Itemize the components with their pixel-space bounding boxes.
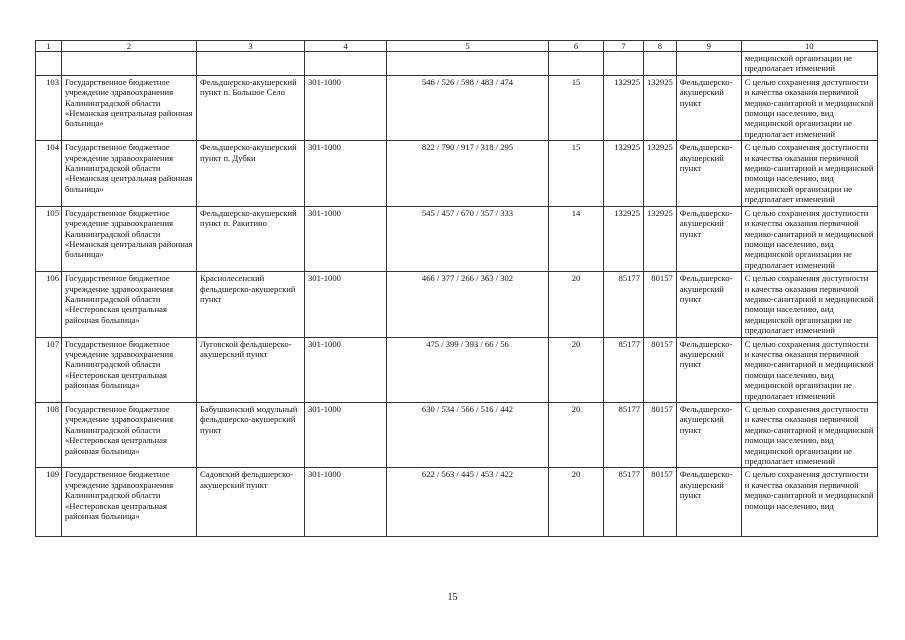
table-cell — [604, 52, 644, 76]
column-8-value: 132925 — [644, 206, 677, 271]
column-7-value: 132925 — [604, 75, 644, 140]
column-6-value: 20 — [549, 272, 604, 337]
facility-type: Фельдшерско-акушерский пункт — [676, 75, 741, 140]
table-cell — [387, 52, 549, 76]
column-6-value: 14 — [549, 206, 604, 271]
header-cell: 2 — [62, 41, 197, 52]
column-6-value: 15 — [549, 75, 604, 140]
unit-name: Бабушкинский модульный фельдшерско-акушерский пункт — [197, 403, 305, 468]
header-cell: 3 — [197, 41, 305, 52]
facility-type: Фельдшерско-акушерский пункт — [676, 403, 741, 468]
header-cell: 9 — [676, 41, 741, 52]
population-values: 630 / 534 / 566 / 516 / 442 — [387, 403, 549, 468]
table-cell — [644, 52, 677, 76]
facility-type: Фельдшерско-акушерский пункт — [676, 468, 741, 537]
population-range: 301-1000 — [305, 206, 387, 271]
column-6-value: 20 — [549, 403, 604, 468]
data-table — [35, 40, 878, 537]
column-8-value: 80157 — [644, 272, 677, 337]
unit-name: Фельдшерско-акушерский пункт п. Ракитино — [197, 206, 305, 271]
unit-name: Садовский фельдшерско-акушерский пункт — [197, 468, 305, 537]
organization-name: Государственное бюджетное учреждение здравоохранения Калининградской области «Нестеровская центральная районная больница» — [62, 337, 197, 402]
column-8-value: 80157 — [644, 403, 677, 468]
population-values: 466 / 377 / 266 / 363 / 302 — [387, 272, 549, 337]
column-7-value: 85177 — [604, 272, 644, 337]
note-text: С целью сохранения доступности и качества оказания первичной медико-санитарной и медицинской помощи населению, вид медицинской организации не предполагает изменений — [741, 272, 877, 337]
row-number: 107 — [36, 337, 62, 402]
unit-name: Краснолесенский фельдшерско-акушерский пункт — [197, 272, 305, 337]
unit-name: Фельдшерско-акушерский пункт п. Дубки — [197, 141, 305, 206]
organization-name: Государственное бюджетное учреждение здравоохранения Калининградской области «Нестеровская центральная районная больница» — [62, 403, 197, 468]
page-number: 15 — [447, 592, 458, 603]
table-row — [36, 468, 878, 537]
row-number: 104 — [36, 141, 62, 206]
facility-type: Фельдшерско-акушерский пункт — [676, 141, 741, 206]
header-cell: 6 — [549, 41, 604, 52]
table-row — [36, 403, 878, 468]
organization-name: Государственное бюджетное учреждение здравоохранения Калининградской области «Нестеровская центральная районная больница» — [62, 272, 197, 337]
row-number: 109 — [36, 468, 62, 537]
table-row — [36, 75, 878, 140]
facility-type: Фельдшерско-акушерский пункт — [676, 206, 741, 271]
population-values: 546 / 526 / 598 / 483 / 474 — [387, 75, 549, 140]
column-8-value: 80157 — [644, 337, 677, 402]
note-text: С целью сохранения доступности и качества оказания первичной медико-санитарной и медицинской помощи населению, вид медицинской организации не предполагает изменений — [741, 75, 877, 140]
table-row — [36, 337, 878, 402]
column-6-value: 20 — [549, 337, 604, 402]
population-values: 545 / 457 / 670 / 357 / 333 — [387, 206, 549, 271]
facility-type: Фельдшерско-акушерский пункт — [676, 337, 741, 402]
table-row — [36, 206, 878, 271]
column-6-value: 15 — [549, 141, 604, 206]
header-cell: 10 — [741, 41, 877, 52]
continuation-row — [36, 52, 878, 76]
note-text: С целью сохранения доступности и качества оказания первичной медико-санитарной и медицинской помощи населению, вид медицинской организации не предполагает изменений — [741, 403, 877, 468]
column-8-value: 80157 — [644, 468, 677, 537]
organization-name: Государственное бюджетное учреждение здравоохранения Калининградской области «Неманская центральная районная больница» — [62, 75, 197, 140]
column-7-value: 85177 — [604, 337, 644, 402]
column-8-value: 132925 — [644, 141, 677, 206]
table-cell — [549, 52, 604, 76]
table-cell — [676, 52, 741, 76]
population-values: 822 / 790 / 917 / 318 / 295 — [387, 141, 549, 206]
note-text: С целью сохранения доступности и качества оказания первичной медико-санитарной и медицинской помощи населению, вид медицинской организации не предполагает изменений — [741, 337, 877, 402]
population-values: 475 / 399 / 393 / 66 / 56 — [387, 337, 549, 402]
table-body — [36, 41, 878, 537]
note-text: С целью сохранения доступности и качества оказания первичной медико-санитарной и медицинской помощи населению, вид медицинской организации не предполагает изменений — [741, 141, 877, 206]
population-range: 301-1000 — [305, 272, 387, 337]
table-row — [36, 141, 878, 206]
row-number: 106 — [36, 272, 62, 337]
population-range: 301-1000 — [305, 75, 387, 140]
unit-name: Луговской фельдшерско-акушерский пункт — [197, 337, 305, 402]
row-number: 108 — [36, 403, 62, 468]
column-8-value: 132925 — [644, 75, 677, 140]
population-values: 622 / 563 / 445 / 453 / 422 — [387, 468, 549, 537]
unit-name: Фельдшерско-акушерский пункт п. Большое Село — [197, 75, 305, 140]
population-range: 301-1000 — [305, 468, 387, 537]
population-range: 301-1000 — [305, 141, 387, 206]
note-text: С целью сохранения доступности и качества оказания первичной медико-санитарной и медицинской помощи населению, вид медицинской организации не предполагает изменений — [741, 206, 877, 271]
column-7-value: 85177 — [604, 403, 644, 468]
column-6-value: 20 — [549, 468, 604, 537]
organization-name: Государственное бюджетное учреждение здравоохранения Калининградской области «Нестеровская центральная районная больница» — [62, 468, 197, 537]
header-cell: 8 — [644, 41, 677, 52]
header-cell: 4 — [305, 41, 387, 52]
row-number: 105 — [36, 206, 62, 271]
population-range: 301-1000 — [305, 403, 387, 468]
organization-name: Государственное бюджетное учреждение здравоохранения Калининградской области «Неманская центральная районная больница» — [62, 141, 197, 206]
population-range: 301-1000 — [305, 337, 387, 402]
header-cell: 1 — [36, 41, 62, 52]
table-row — [36, 272, 878, 337]
organization-name: Государственное бюджетное учреждение здравоохранения Калининградской области «Неманская центральная районная больница» — [62, 206, 197, 271]
column-7-value: 132925 — [604, 206, 644, 271]
column-7-value: 85177 — [604, 468, 644, 537]
table-cell — [36, 52, 62, 76]
column-7-value: 132925 — [604, 141, 644, 206]
header-cell: 5 — [387, 41, 549, 52]
header-row — [36, 41, 878, 52]
note-text: С целью сохранения доступности и качества оказания первичной медико-санитарной и медицинской помощи населению, вид — [741, 468, 877, 537]
facility-type: Фельдшерско-акушерский пункт — [676, 272, 741, 337]
row-number: 103 — [36, 75, 62, 140]
header-cell: 7 — [604, 41, 644, 52]
table-cell — [62, 52, 197, 76]
table-cell — [197, 52, 305, 76]
table-cell — [305, 52, 387, 76]
continuation-note: медицинской организации не предполагает изменений — [741, 52, 877, 76]
